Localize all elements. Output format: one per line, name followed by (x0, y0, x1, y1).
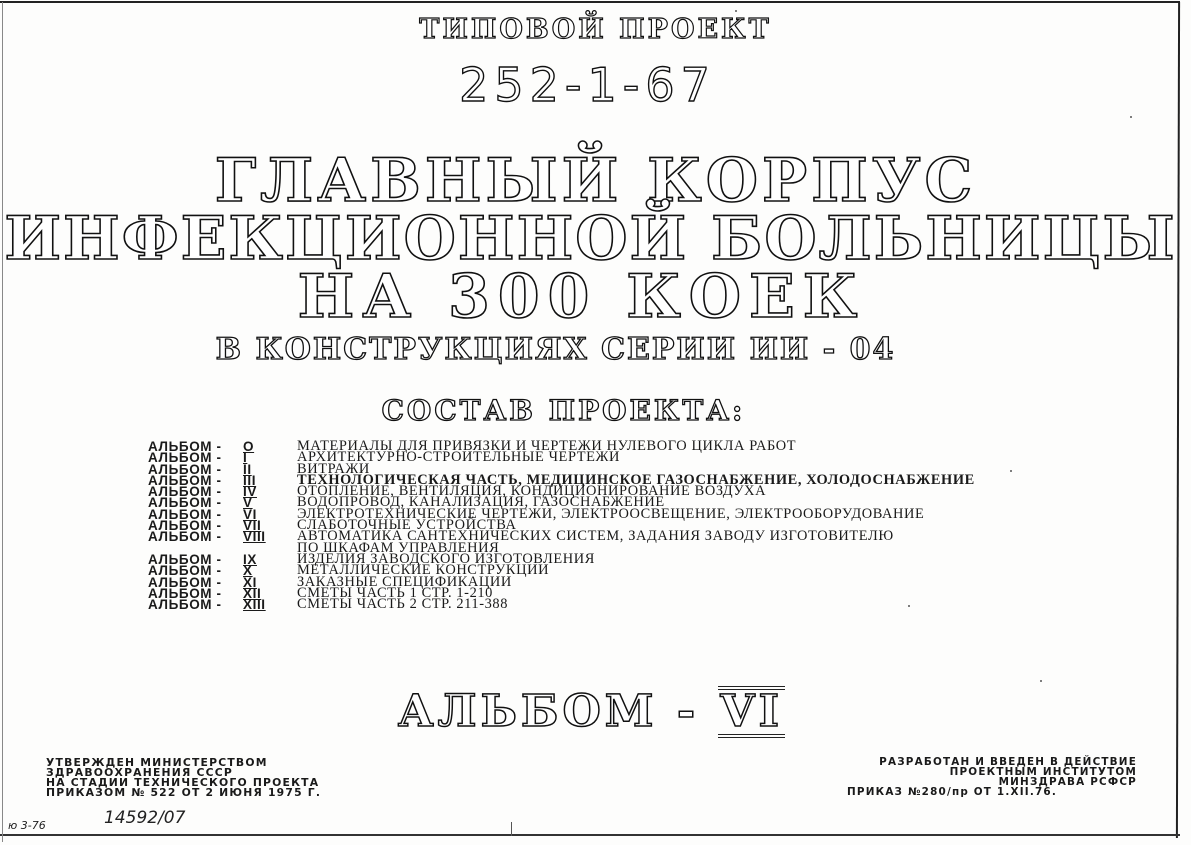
frame-border-top (0, 1, 1180, 3)
album-label: АЛЬБОМ - (148, 439, 222, 454)
album-label: АЛЬБОМ - (148, 597, 222, 613)
album-row (148, 584, 975, 601)
current-album-number: VI (720, 686, 784, 737)
developer-order: ПРИКАЗ №280/пр ОТ 1.XII.76. (847, 786, 1057, 798)
album-label: АЛЬБОМ - (148, 472, 222, 488)
album-description: ОТОПЛЕНИЕ, ВЕНТИЛЯЦИЯ, КОНДИЦИОНИРОВАНИЕ ВОЗДУХА (297, 483, 767, 500)
developer-block (847, 757, 1137, 797)
album-row (148, 550, 975, 567)
album-description: АРХИТЕКТУРНО-СТРОИТЕЛЬНЫЕ ЧЕРТЕЖИ (297, 449, 620, 466)
album-number: V (243, 495, 253, 511)
album-description: ВОДОПРОВОД, КАНАЛИЗАЦИЯ, ГАЗОСНАБЖЕНИЕ (297, 494, 665, 511)
album-row (148, 449, 975, 466)
album-description: СМЕТЫ ЧАСТЬ 2 СТР. 211-388 (297, 596, 509, 613)
handwritten-note: ю 3-76 (8, 819, 46, 832)
album-row (148, 505, 975, 522)
album-row (148, 573, 975, 590)
project-number: 252-1-67 (459, 58, 716, 112)
album-number: IV (243, 484, 257, 500)
album-list (148, 438, 975, 613)
album-row (148, 596, 975, 613)
album-label: АЛЬБОМ - (148, 461, 222, 477)
album-label: АЛЬБОМ - (148, 506, 222, 522)
album-number: IX (243, 551, 257, 567)
album-description: МАТЕРИАЛЫ ДЛЯ ПРИВЯЗКИ И ЧЕРТЕЖИ НУЛЕВОГО ЦИКЛА РАБОТ (297, 438, 797, 454)
current-album-label: АЛЬБОМ - (397, 686, 700, 737)
approval-line: УТВЕРЖДЕН МИНИСТЕРСТВОМ (46, 756, 268, 769)
album-number: I (243, 450, 248, 466)
album-number: X (243, 563, 253, 579)
approval-line: ЗДРАВООХРАНЕНИЯ СССР (46, 766, 233, 779)
album-description: ТЕХНОЛОГИЧЕСКАЯ ЧАСТЬ, МЕДИЦИНСКОЕ ГАЗОСНАБЖЕНИЕ, ХОЛОДОСНАБЖЕНИЕ (297, 471, 975, 488)
current-album-heading (0, 686, 1187, 738)
scan-speck (735, 10, 737, 12)
scan-speck (1010, 470, 1012, 472)
scan-speck (1040, 680, 1042, 682)
title-line-1: ГЛАВНЫЙ КОРПУС (214, 146, 977, 216)
album-label: АЛЬБОМ - (148, 551, 222, 567)
album-description: ВИТРАЖИ (297, 460, 370, 477)
album-description: МЕТАЛЛИЧЕСКИЕ КОНСТРУКЦИИ (297, 562, 550, 579)
album-label: АЛЬБОМ - (148, 450, 222, 466)
album-description: СЛАБОТОЧНЫЕ УСТРОЙСТВА (297, 517, 517, 534)
album-description: СМЕТЫ ЧАСТЬ 1 СТР. 1-210 (297, 584, 493, 601)
album-label: АЛЬБОМ - (148, 495, 222, 511)
album-description: ЗАКАЗНЫЕ СПЕЦИФИКАЦИИ (297, 573, 512, 590)
series-line: В КОНСТРУКЦИЯХ СЕРИИ ИИ - 04 (215, 332, 896, 367)
inventory-number: 14592/07 (104, 808, 186, 828)
album-number: VII (243, 518, 262, 534)
header-label: ТИПОВОЙ ПРОЕКТ (419, 14, 772, 45)
album-label: АЛЬБОМ - (148, 563, 222, 579)
developer-line: ПРОЕКТНЫМ ИНСТИТУТОМ (949, 766, 1137, 778)
album-number: XI (243, 574, 257, 590)
album-label: АЛЬБОМ - (148, 529, 222, 545)
title-line-2: ИНФЕКЦИОННОЙ БОЛЬНИЦЫ (4, 204, 1177, 274)
title-line-3: НА 300 КОЕК (297, 262, 866, 332)
composition-heading: СОСТАВ ПРОЕКТА: (381, 394, 746, 427)
album-label: АЛЬБОМ - (148, 484, 222, 500)
approval-line: ПРИКАЗОМ № 522 ОТ 2 ИЮНЯ 1975 Г. (46, 786, 322, 799)
album-number: XIII (243, 597, 266, 613)
frame-border-bottom (0, 834, 1180, 836)
developer-line: РАЗРАБОТАН И ВВЕДЕН В ДЕЙСТВИЕ (879, 756, 1137, 768)
scan-speck (1130, 116, 1132, 118)
approval-line: НА СТАДИИ ТЕХНИЧЕСКОГО ПРОЕКТА (46, 776, 320, 789)
album-number: VI (243, 506, 257, 522)
developer-line: МИНЗДРАВА РСФСР (998, 776, 1137, 788)
album-number: II (243, 461, 252, 477)
album-number: III (243, 472, 257, 488)
album-label: АЛЬБОМ - (148, 585, 222, 601)
album-label: АЛЬБОМ - (148, 518, 222, 534)
album-description: ИЗДЕЛИЯ ЗАВОДСКОГО ИЗГОТОВЛЕНИЯ (297, 550, 595, 567)
album-number: VIII (243, 529, 266, 545)
scan-speck (908, 605, 910, 607)
album-row (148, 528, 975, 545)
scan-mark (511, 822, 512, 836)
album-description: ПО ШКАФАМ УПРАВЛЕНИЯ (297, 539, 500, 556)
album-description: ЭЛЕКТРОТЕХНИЧЕСКИЕ ЧЕРТЕЖИ, ЭЛЕКТРООСВЕЩЕНИЕ, ЭЛЕКТРООБОРУДОВАНИЕ (297, 505, 925, 522)
approval-block (46, 758, 321, 798)
album-description: АВТОМАТИКА САНТЕХНИЧЕСКИХ СИСТЕМ, ЗАДАНИЯ ЗАВОДУ ИЗГОТОВИТЕЛЮ (297, 528, 894, 545)
album-number: XII (243, 585, 262, 601)
album-label: АЛЬБОМ - (148, 574, 222, 590)
album-number: O (243, 439, 255, 454)
